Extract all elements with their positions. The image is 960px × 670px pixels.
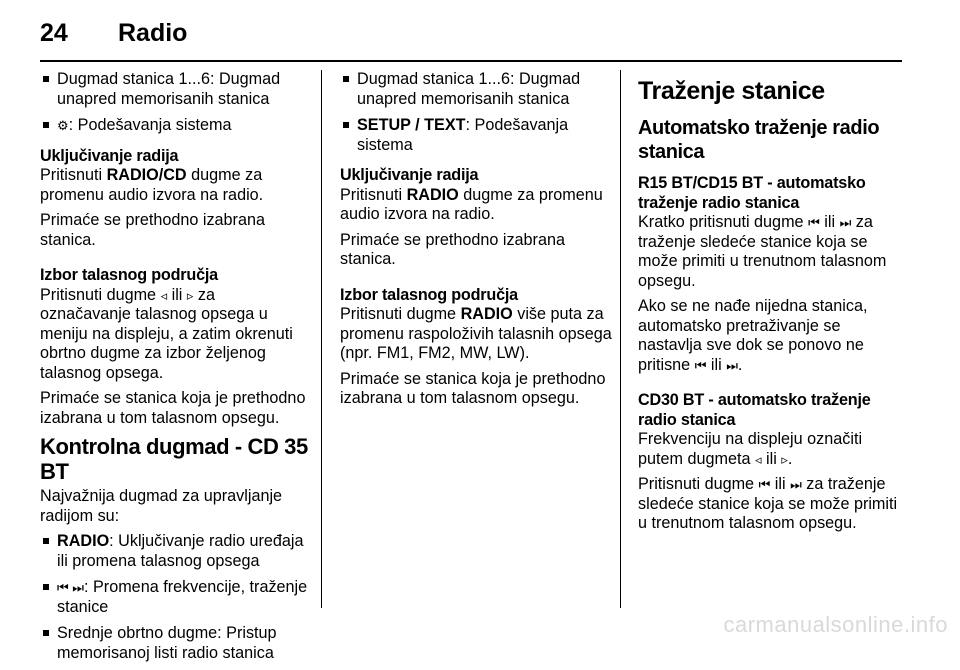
paragraph: Pritisnuti RADIO/CD dugme za promenu audio izvora na radio. [40, 166, 264, 204]
subheading-band-select: Izbor talasnog područja [40, 266, 218, 284]
skip-back-icon: ⏮ [758, 477, 771, 492]
triangle-left-icon: ◃ [160, 287, 168, 303]
subheading-r15: R15 BT/CD15 BT - automatsko traženje radio stanica [638, 174, 866, 212]
subheading-cd30: CD30 BT - automatsko traženje radio stanica [638, 391, 871, 429]
subsection-heading-auto-search: Automatsko traženje radio stanica [638, 117, 880, 163]
paragraph: Kratko pritisnuti dugme ⏮ ili ⏭ za traženje sledeće stanice koja se može primiti u trenutnom talasnom opsegu. [638, 213, 887, 290]
triangle-right-icon: ▹ [781, 451, 788, 467]
list-item: ⚙: Podešavanja sistema [40, 116, 308, 136]
subheading-band-select: Izbor talasnog područja [340, 285, 518, 304]
paragraph: Primaće se stanica koja je prethodno izabrana u tom talasnom opsegu. [340, 369, 606, 407]
skip-forward-icon: ⏭ [726, 357, 738, 373]
column-middle [340, 70, 612, 415]
subheading-radio-on: Uključivanje radija [40, 146, 179, 165]
page-title: Radio [118, 19, 188, 47]
list-item: SETUP / TEXT: Podešavanja sistema [340, 116, 612, 155]
header-divider [40, 60, 902, 62]
list-item: RADIO: Uključivanje radio uređaja ili promena talasnog opsega [40, 532, 308, 571]
paragraph: Pritisnuti dugme ⏮ ili ⏭ za traženje sledeće stanice koja se može primiti u trenutnom talasnom opsegu. [638, 475, 898, 532]
paragraph: Najvažnija dugmad za upravljanje radijom su: [40, 487, 283, 525]
subheading-radio-on: Uključivanje radija [340, 166, 479, 184]
paragraph: Primaće se stanica koja je prethodno izabrana u tom talasnom opsegu. [40, 389, 306, 427]
paragraph: Pritisnuti RADIO dugme za promenu audio izvora na radio. [340, 185, 603, 223]
column-right [638, 70, 908, 540]
column-divider [620, 70, 621, 608]
paragraph: Pritisnuti dugme ◃ ili ▹ za označavanje talasnog opsega u meniju na displeju, a zatim okrenuti obrtno dugme za izbor željenog talasnog opsega. [40, 285, 293, 382]
skip-forward-icon: ⏭ [839, 215, 852, 230]
watermark-text: carmanualsonline.info [723, 612, 948, 637]
settings-icon: ⚙ [57, 118, 69, 133]
list-item: Dugmad stanica 1...6: Dugmad unapred memorisanih stanica [40, 70, 308, 109]
skip-buttons-icon: ⏮ ⏭ [57, 580, 85, 595]
skip-back-icon: ⏮ [694, 357, 707, 373]
column-divider [321, 70, 322, 608]
section-heading-search: Traženje stanice [638, 77, 825, 105]
list-item: Dugmad stanica 1...6: Dugmad unapred memorisanih stanica [340, 70, 612, 109]
paragraph: Frekvenciju na displeju označiti putem dugmeta ◃ ili ▹. [638, 430, 863, 468]
list-item: ⏮ ⏭: Promena frekvencije, traženje stanice [40, 578, 308, 617]
paragraph: Ako se ne nađe nijedna stanica, automatsko pretraživanje se nastavlja sve dok se ponovo ne pritisne ⏮ ili ⏭. [638, 297, 868, 374]
triangle-right-icon: ▹ [186, 287, 194, 303]
skip-forward-icon: ⏭ [790, 477, 802, 492]
skip-back-icon: ⏮ [808, 215, 820, 230]
triangle-left-icon: ◃ [754, 451, 762, 467]
paragraph: Primaće se prethodno izabrana stanica. [340, 230, 565, 268]
column-left [40, 70, 308, 670]
paragraph: Pritisnuti dugme RADIO više puta za promenu raspoloživih talasnih opsega (npr. FM1, FM2, MW, LW). [340, 305, 612, 362]
paragraph: Primaće se prethodno izabrana stanica. [40, 211, 265, 249]
list-item: Srednje obrtno dugme: Pristup memorisanoj listi radio stanica [40, 624, 308, 663]
page-number: 24 [40, 19, 68, 47]
section-heading-controls: Kontrolna dugmad - CD 35 BT [40, 434, 308, 484]
